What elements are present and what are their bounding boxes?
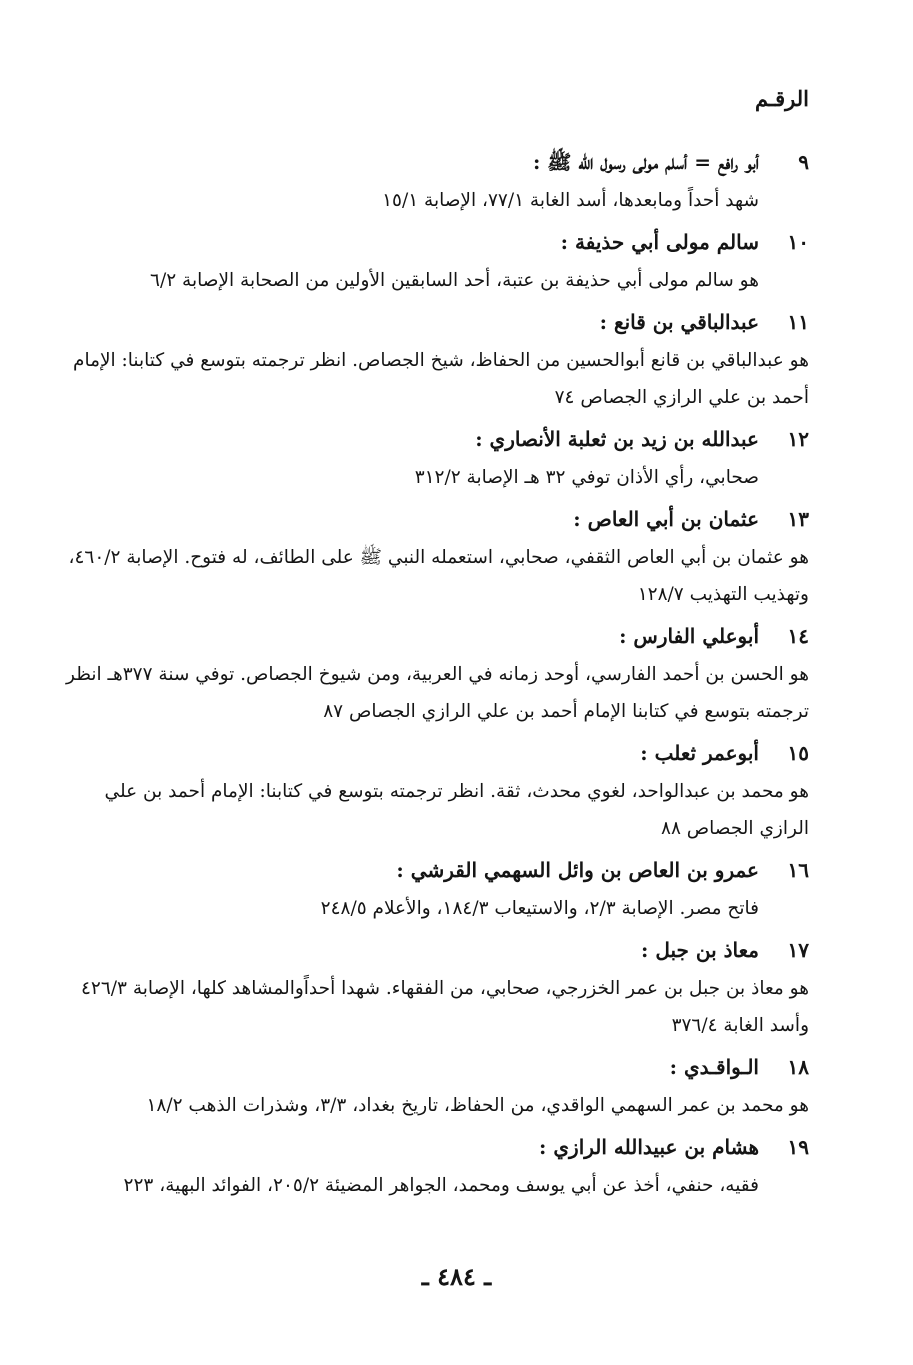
entry-name: عبدالباقي بن قانع : — [599, 310, 759, 334]
entry-head — [57, 1127, 809, 1167]
entry — [57, 1047, 809, 1124]
entry-name: سالم مولى أبي حذيفة : — [560, 230, 759, 254]
entry — [57, 222, 809, 299]
entry-head — [57, 142, 809, 182]
entry-number: ١٨ — [787, 1055, 809, 1079]
entry-number: ١٧ — [787, 938, 809, 962]
entry-name: الـواقـدي : — [669, 1055, 759, 1079]
entry-head — [57, 733, 809, 773]
entry — [57, 419, 809, 496]
entry-number: ١٦ — [787, 858, 809, 882]
page-number: ـ ٤٨٤ ـ — [421, 1262, 492, 1291]
entry-name: عمرو بن العاص بن وائل السهمي القرشي : — [396, 858, 759, 882]
entry-head — [57, 302, 809, 342]
entry-description: هو الحسن بن أحمد الفارسي، أوحد زمانه في العربية، ومن شيوخ الجصاص. توفي سنة ٣٧٧هـ انظر ترجمته بتوسع في كتابنا الإمام أحمد بن علي الرازي الجصاص ٨٧ — [66, 664, 809, 722]
entry-description: صحابي، رأي الأذان توفي ٣٢ هـ الإصابة ٣١٢/٢ — [414, 467, 759, 488]
entry-number: ١٣ — [787, 507, 809, 531]
entry-name: أبو رافع = أسلم مولى رسول الله ﷺ : — [532, 150, 759, 174]
entry-description: فاتح مصر. الإصابة ٢/٣، والاستيعاب ١٨٤/٣، والأعلام ٢٤٨/٥ — [320, 898, 759, 919]
entry-name: أبوعمر ثعلب : — [640, 741, 759, 765]
entry — [57, 850, 809, 927]
entry-name: عثمان بن أبي العاص : — [573, 507, 759, 531]
entry-head — [57, 222, 809, 262]
entry — [57, 616, 809, 730]
entry-description: هو عثمان بن أبي العاص الثقفي، صحابي، استعمله النبي ﷺ على الطائف، له فتوح. الإصابة ٤٦٠/٢، وتهذيب التهذيب ١٢٨/٧ — [68, 547, 809, 605]
entry — [57, 142, 809, 219]
entry-number: ١٠ — [787, 230, 809, 254]
entry-list — [57, 142, 809, 1207]
entry-head — [57, 616, 809, 656]
entry-number: ١٥ — [787, 741, 809, 765]
entry-description: هو محمد بن عمر السهمي الواقدي، من الحفاظ، تاريخ بغداد، ٣/٣، وشذرات الذهب ١٨/٢ — [146, 1095, 809, 1116]
entry-head — [57, 419, 809, 459]
entry-description: هو سالم مولى أبي حذيفة بن عتبة، أحد السابقين الأولين من الصحابة الإصابة ٦/٢ — [150, 270, 759, 291]
entry-description: هو معاذ بن جبل بن عمر الخزرجي، صحابي، من الفقهاء. شهدا أحداًوالمشاهد كلها، الإصابة ٤٢٦/٣ وأسد الغابة ٣٧٦/٤ — [80, 978, 809, 1036]
entry-number: ٩ — [798, 150, 809, 174]
entry-head — [57, 850, 809, 890]
entry — [57, 1127, 809, 1204]
entry — [57, 733, 809, 847]
entry-name: عبدالله بن زيد بن ثعلبة الأنصاري : — [475, 427, 759, 451]
entry-number: ١٢ — [787, 427, 809, 451]
entry — [57, 930, 809, 1044]
entry-head — [57, 1047, 809, 1087]
entry-head — [57, 930, 809, 970]
entry-head — [57, 499, 809, 539]
entry-number: ١٩ — [787, 1135, 809, 1159]
entry-description: هو عبدالباقي بن قانع أبوالحسين من الحفاظ، شيخ الجصاص. انظر ترجمته بتوسع في كتابنا: الإمام أحمد بن علي الرازي الجصاص ٧٤ — [72, 350, 809, 408]
entry-name: هشام بن عبيدالله الرازي : — [539, 1135, 759, 1159]
entry-name: معاذ بن جبل : — [641, 938, 759, 962]
entry-description: فقيه، حنفي، أخذ عن أبي يوسف ومحمد، الجواهر المضيئة ٢٠٥/٢، الفوائد البهية، ٢٢٣ — [123, 1175, 759, 1196]
entry — [57, 302, 809, 416]
entry-description: هو محمد بن عبدالواحد، لغوي محدث، ثقة. انظر ترجمته بتوسع في كتابنا: الإمام أحمد بن علي الرازي الجصاص ٨٨ — [104, 781, 809, 839]
entry-description: شهد أحداً ومابعدها، أسد الغابة ٧٧/١، الإصابة ١٥/١ — [382, 190, 759, 211]
entry — [57, 499, 809, 613]
column-header: الرقـم — [755, 86, 809, 111]
entry-number: ١٤ — [787, 624, 809, 648]
entry-number: ١١ — [787, 310, 809, 334]
entry-name: أبوعلي الفارس : — [619, 624, 759, 648]
